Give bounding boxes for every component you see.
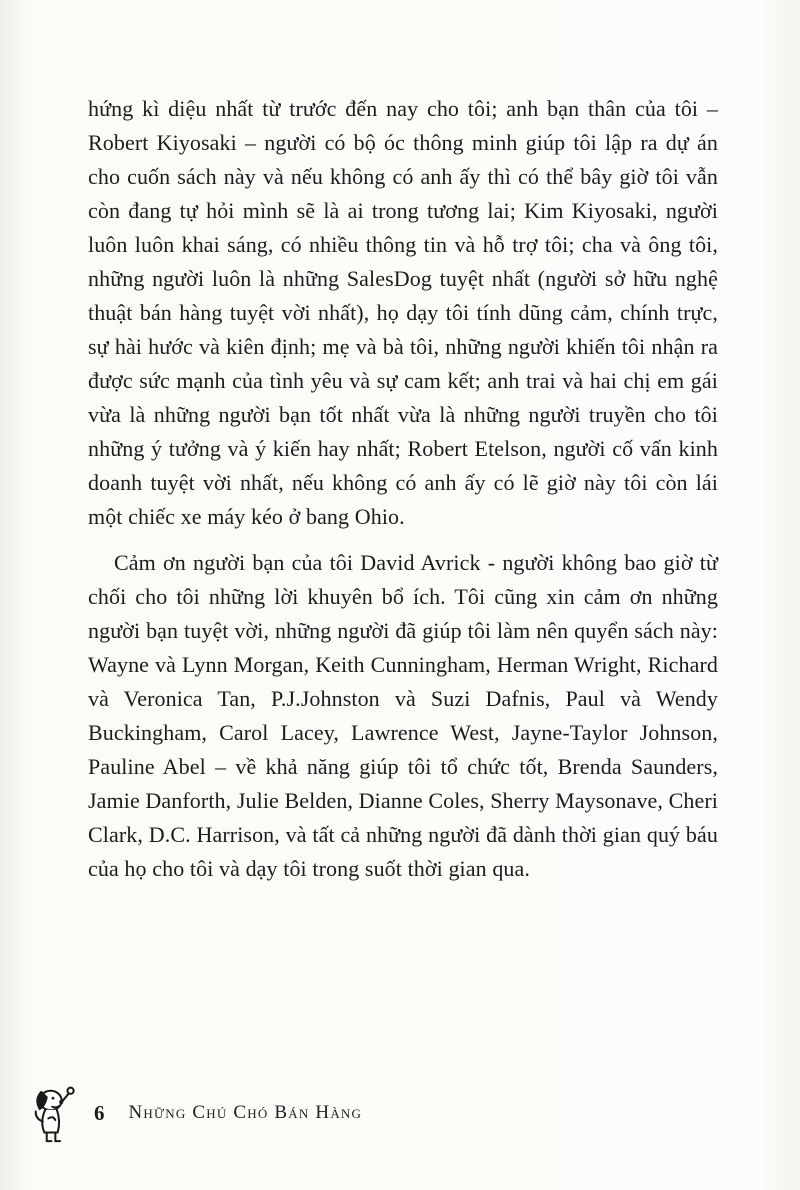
book-title: Những Chú Chó Bán Hàng (128, 1102, 363, 1123)
paragraph-acknowledgements-1: hứng kì diệu nhất từ trước đến nay cho tôi; anh bạn thân của tôi – Robert Kiyosaki – người có bộ óc thông minh giúp tôi lập ra dự án cho cuốn sách này và nếu không có anh ấy thì có thể bây giờ tôi vẫn còn đang tự hỏi mình sẽ là ai trong tương lai; Kim Kiyosaki, người luôn luôn khai sáng, có nhiều thông tin và hỗ trợ tôi; cha và ông tôi, những người luôn là những SalesDog tuyệt nhất (người sở hữu nghệ thuật bán hàng tuyệt vời nhất), họ dạy tôi tính dũng cảm, chính trực, sự hài hước và kiên định; mẹ và bà tôi, những người khiến tôi nhận ra được sức mạnh của tình yêu và sự cam kết; anh trai và hai chị em gái vừa là những người bạn tốt nhất vừa là những người truyền cho tôi những ý tưởng và ý kiến hay nhất; Robert Etelson, người cố vấn kinh doanh tuyệt vời nhất, nếu không có anh ấy có lẽ giờ này tôi còn lái một chiếc xe máy kéo ở bang Ohio. (88, 96, 718, 529)
page-number: 6 (94, 1100, 105, 1125)
paragraph-acknowledgements-2: Cảm ơn người bạn của tôi David Avrick - người không bao giờ từ chối cho tôi những lời khuyên bổ ích. Tôi cũng xin cảm ơn những người bạn tuyệt vời, những người đã giúp tôi làm nên quyển sách này: Wayne và Lynn Morgan, Keith Cunningham, Herman Wright, Richard và Veronica Tan, P.J.Johnston và Suzi Dafnis, Paul và Wendy Buckingham, Carol Lacey, Lawrence West, Jayne-Taylor Johnson, Pauline Abel – về khả năng giúp tôi tổ chức tốt, Brenda Saunders, Jamie Danforth, Julie Belden, Dianne Coles, Sherry Maysonave, Cheri Clark, D.C. Harrison, và tất cả những người đã dành thời gian quý báu của họ cho tôi và dạy tôi trong suốt thời gian qua. (88, 550, 718, 881)
page-text (88, 92, 718, 886)
dog-mascot-icon (28, 1080, 78, 1146)
page-footer (28, 1078, 768, 1148)
